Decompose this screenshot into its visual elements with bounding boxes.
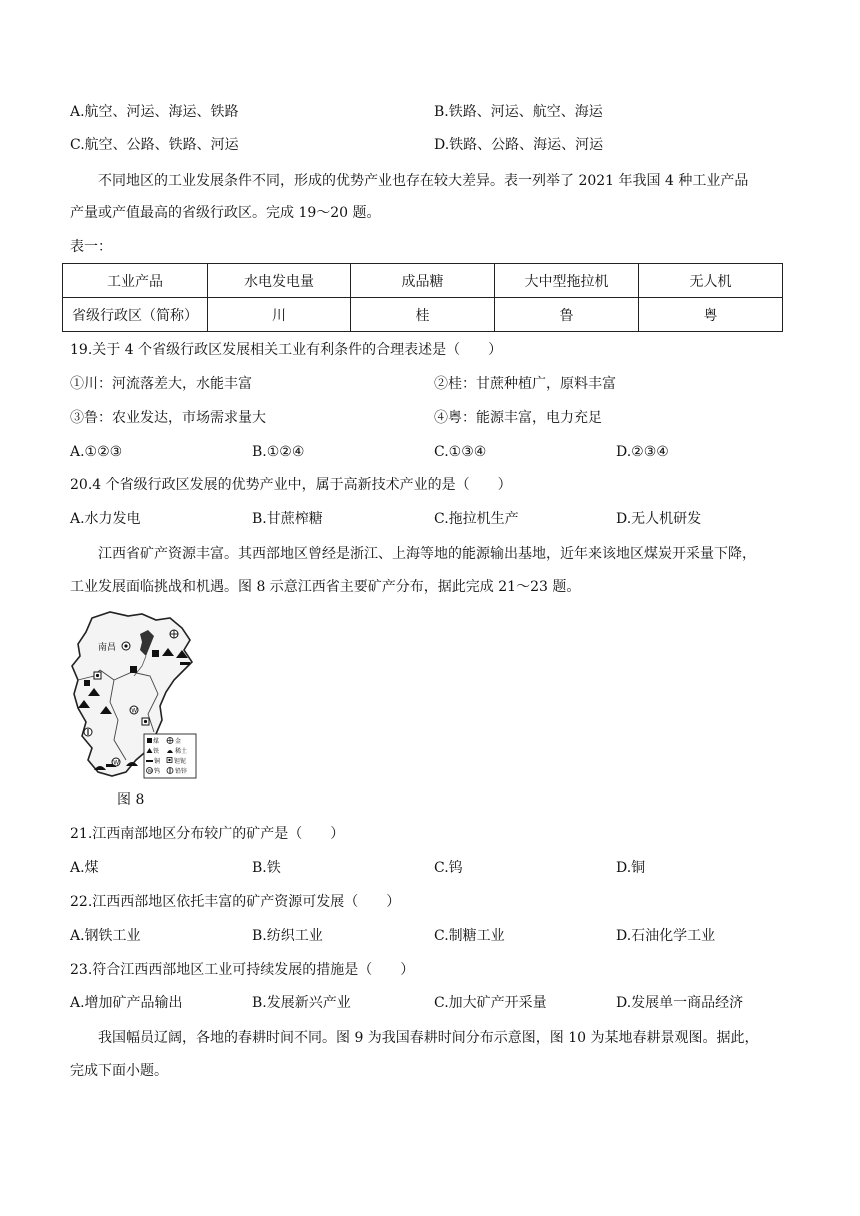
q18-option-a: A.航空、河运、海运、铁路: [70, 104, 239, 120]
q22-option-d: D.石油化学工业: [616, 928, 716, 944]
copper-icon: [180, 662, 190, 665]
lead-zinc-icon: [167, 768, 173, 774]
q19-statement-3: ③鲁：农业发达，市场需求量大: [70, 410, 266, 426]
legend-label: 钽铌: [174, 758, 187, 765]
q22-option-c: C.制糖工业: [434, 928, 505, 944]
table1-header-cell: 大中型拖拉机: [495, 264, 639, 298]
gold-icon: [170, 630, 178, 638]
table1-cell: 粤: [639, 298, 783, 332]
coal-icon: [152, 650, 159, 657]
intro2-line2: 工业发展面临挑战和机遇。图 8 示意江西省主要矿产分布，据此完成 21～23 题。: [70, 579, 581, 595]
intro3-line1: 我国幅员辽阔，各地的春耕时间不同。图 9 为我国春耕时间分布示意图，图 10 为某地春耕景观图。据此，: [98, 1030, 759, 1046]
boxed-dot-icon: [94, 672, 101, 679]
table1-row: [63, 298, 783, 332]
q21-option-b: B.铁: [252, 860, 281, 876]
q22-stem: 22.江西西部地区依托丰富的矿产资源可发展（ ）: [70, 894, 401, 910]
q18-option-b: B.铁路、河运、航空、海运: [434, 104, 603, 120]
table1-header-cell: 成品糖: [351, 264, 495, 298]
table1-header-cell: 无人机: [639, 264, 783, 298]
tungsten-icon: [147, 768, 153, 775]
intro1-line2: 产量或产值最高的省级行政区。完成 19～20 题。: [70, 205, 381, 221]
q21-option-a: A.煤: [70, 860, 99, 876]
table1-cell: 鲁: [495, 298, 639, 332]
tungsten-icon: [112, 758, 120, 766]
q21-option-d: D.铜: [616, 860, 646, 876]
q22-option-b: B.纺织工业: [252, 928, 323, 944]
svg-text:W: W: [113, 759, 120, 767]
table1: [62, 263, 783, 332]
q23-option-c: C.加大矿产开采量: [434, 995, 547, 1011]
table1-cell: 桂: [351, 298, 495, 332]
legend-label: 钨: [154, 768, 161, 775]
q22-option-a: A.钢铁工业: [70, 928, 141, 944]
q19-option-c: C.①③④: [434, 444, 487, 460]
q21-option-c: C.钨: [434, 860, 463, 876]
legend-label: 煤: [153, 738, 160, 745]
q20-option-a: A.水力发电: [70, 511, 141, 527]
intro3-line2: 完成下面小题。: [70, 1063, 168, 1079]
table1-caption: 表一：: [70, 239, 112, 255]
q19-option-d: D.②③④: [616, 444, 669, 460]
legend-label: 金: [175, 738, 182, 745]
table1-header-cell: 水电发电量: [208, 264, 351, 298]
q19-statement-1: ①川：河流落差大，水能丰富: [70, 376, 252, 392]
q19-statement-4: ④粤：能源丰富，电力充足: [434, 410, 602, 426]
legend-label: 铅锌: [175, 768, 188, 775]
intro2-line1: 江西省矿产资源丰富。其西部地区曾经是浙江、上海等地的能源输出基地，近年来该地区煤炭开采量下降，: [98, 546, 756, 562]
city-label-nanchang: 南昌: [98, 643, 117, 653]
legend-label: 稀土: [175, 748, 188, 755]
tungsten-icon: [130, 706, 138, 714]
legend-label: 铜: [154, 758, 161, 765]
svg-text:W: W: [147, 769, 153, 775]
coal-icon: [130, 666, 137, 673]
lead-zinc-icon: [84, 728, 92, 736]
q21-stem: 21.江西南部地区分布较广的矿产是（ ）: [70, 826, 345, 842]
q18-option-c: C.航空、公路、铁路、河运: [70, 137, 239, 153]
q20-option-c: C.拖拉机生产: [434, 511, 519, 527]
q20-option-d: D.无人机研发: [616, 511, 702, 527]
q23-option-b: B.发展新兴产业: [252, 995, 351, 1011]
q20-stem: 20.4 个省级行政区发展的优势产业中，属于高新技术产业的是（ ）: [70, 477, 512, 493]
jiangxi-mineral-map: [70, 610, 198, 780]
gold-icon: [167, 738, 173, 744]
q19-option-a: A.①②③: [70, 444, 123, 460]
q19-stem: 19.关于 4 个省级行政区发展相关工业有利条件的合理表述是（ ）: [70, 342, 503, 358]
legend-label: 铁: [153, 748, 160, 755]
svg-text:W: W: [131, 707, 138, 715]
coal-icon: [84, 680, 90, 686]
boxed-dot-icon: [167, 758, 172, 763]
table1-cell: 省级行政区（简称）: [63, 298, 208, 332]
q23-option-d: D.发展单一商品经济: [616, 995, 744, 1011]
copper-icon: [146, 760, 153, 762]
table1-header-cell: 工业产品: [63, 264, 208, 298]
coal-icon: [147, 738, 152, 743]
q20-option-b: B.甘蔗榨糖: [252, 511, 323, 527]
table1-cell: 川: [208, 298, 351, 332]
figure8-caption: 图 8: [117, 792, 145, 808]
q19-option-b: B.①②④: [252, 444, 305, 460]
intro1-line1: 不同地区的工业发展条件不同，形成的优势产业也存在较大差异。表一列举了 2021 年我国 4 种工业产品: [98, 173, 749, 189]
q19-statement-2: ②桂：甘蔗种植广，原料丰富: [434, 376, 616, 392]
q18-option-d: D.铁路、公路、海运、河运: [434, 137, 604, 153]
table1-header-row: [63, 264, 783, 298]
q23-option-a: A.增加矿产品输出: [70, 995, 183, 1011]
boxed-dot-icon: [142, 718, 149, 725]
q23-stem: 23.符合江西西部地区工业可持续发展的措施是（ ）: [70, 962, 415, 978]
